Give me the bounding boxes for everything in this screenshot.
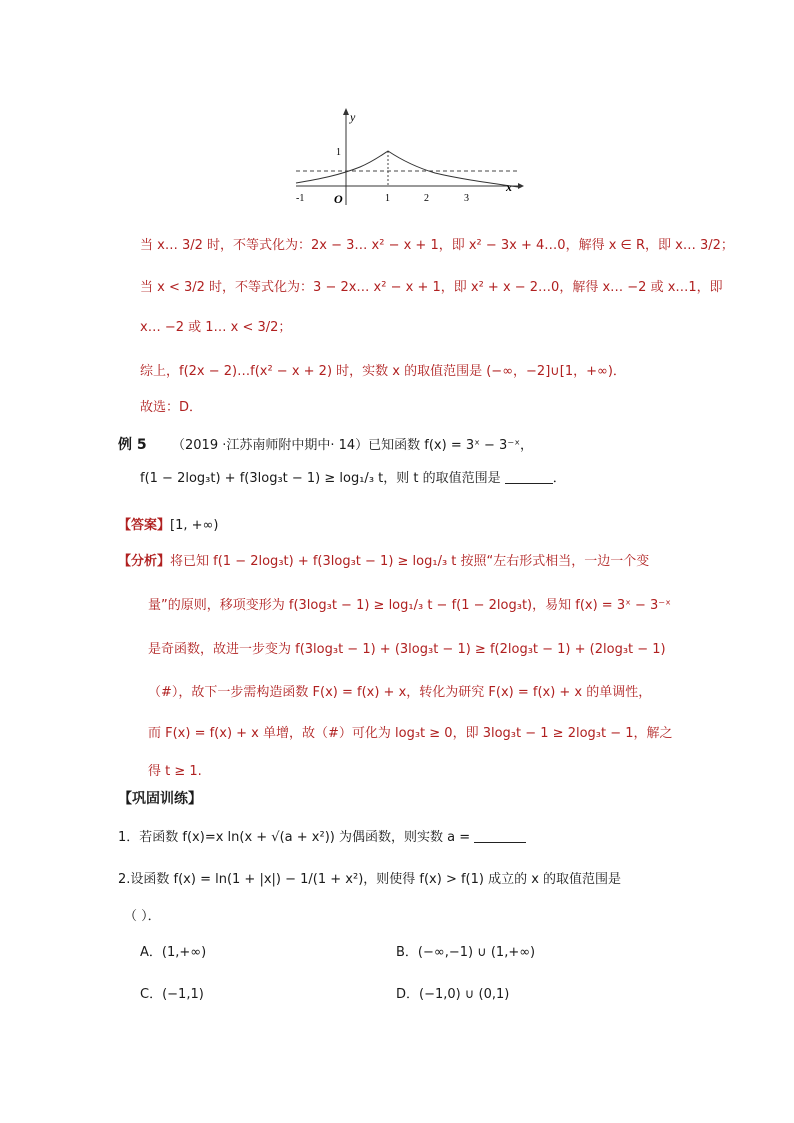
- tick-y-1: 1: [336, 147, 341, 158]
- analysis-line-4: （#），故下一步需构造函数 F(x) = f(x) + x，转化为研究 F(x) = f(x) + x 的单调性，: [148, 685, 652, 700]
- origin-label: O: [334, 192, 343, 206]
- tick-x-neg1: -1: [296, 193, 305, 204]
- example-source: （2019 ·江苏南师附中期中· 14）已知函数 f(x) = 3ˣ − 3⁻ˣ，: [172, 438, 533, 453]
- solution-line-1: 当 x… 3/2 时，不等式化为：2x − 3… x² − x + 1，即 x² − 3x + 4…0，解得 x ∈ R，即 x… 3/2；: [140, 238, 734, 253]
- function-graph: [290, 105, 530, 215]
- solution-line-4: 综上，f(2x − 2)…f(x² − x + 2) 时，实数 x 的取值范围是 (−∞，−2]∪[1，+∞)．: [140, 364, 626, 379]
- answer-line: [118, 514, 218, 533]
- question-1: [118, 826, 526, 845]
- example-condition: [140, 467, 566, 486]
- analysis-tag: 【分析】: [118, 554, 171, 569]
- question-1-blank: [474, 830, 526, 843]
- x-axis-label: x: [506, 180, 512, 194]
- question-1-text: 1．若函数 f(x)=x ln(x + √(a + x²)) 为偶函数，则实数 a =: [118, 830, 471, 845]
- analysis-line-1: [118, 550, 649, 569]
- analysis-text-1: 将已知 f(1 − 2log₃t) + f(3log₃t − 1) ≥ log₁/₃ t 按照“左右形式相当，一边一个变: [170, 554, 650, 569]
- analysis-line-6: 得 t ≥ 1.: [148, 764, 202, 779]
- answer-tag: 【答案】: [118, 518, 171, 533]
- answer-value: [1, +∞): [170, 518, 219, 533]
- solution-line-5: 故选：D．: [140, 400, 203, 415]
- option-c[interactable]: C．(−1,1): [140, 987, 204, 1002]
- y-axis-arrow: [343, 108, 349, 115]
- answer-blank: [505, 471, 553, 484]
- analysis-line-3: 是奇函数，故进一步变为 f(3log₃t − 1) + (3log₃t − 1) ≥ f(2log₃t − 1) + (2log₃t − 1): [148, 642, 666, 657]
- solution-line-2: 当 x < 3/2 时，不等式化为：3 − 2x… x² − x + 1，即 x² + x − 2…0，解得 x… −2 或 x…1，即: [140, 280, 723, 295]
- tick-x-2: 2: [424, 193, 429, 204]
- question-2: 2.设函数 f(x) = ln(1 + |x|) − 1/(1 + x²)，则使得 f(x) > f(1) 成立的 x 的取值范围是: [118, 872, 622, 887]
- function-curve: [296, 151, 518, 187]
- option-d[interactable]: D．(−1,0) ∪ (0,1): [396, 987, 510, 1002]
- tick-x-1: 1: [385, 193, 390, 204]
- example-condition-text: f(1 − 2log₃t) + f(3log₃t − 1) ≥ log₁/₃ t，则 t 的取值范围是: [140, 471, 501, 486]
- question-2-paren: （ ）．: [124, 909, 161, 924]
- analysis-line-2: 量”的原则，移项变形为 f(3log₃t − 1) ≥ log₁/₃ t − f(1 − 2log₃t)，易知 f(x) = 3ˣ − 3⁻ˣ: [148, 598, 671, 613]
- y-axis-label: y: [350, 110, 356, 124]
- option-a[interactable]: A．(1,+∞): [140, 945, 207, 960]
- analysis-line-5: 而 F(x) = f(x) + x 单增，故（#）可化为 log₃t ≥ 0，即 3log₃t − 1 ≥ 2log₃t − 1，解之: [148, 726, 673, 741]
- option-b[interactable]: B．(−∞,−1) ∪ (1,+∞): [396, 945, 536, 960]
- example-label: 例 5: [118, 437, 147, 453]
- example-period: ．: [552, 471, 566, 486]
- solution-line-3: x… −2 或 1… x < 3/2；: [140, 320, 292, 335]
- tick-x-3: 3: [464, 193, 469, 204]
- practice-heading: 【巩固训练】: [118, 791, 202, 807]
- x-axis-arrow: [518, 183, 524, 189]
